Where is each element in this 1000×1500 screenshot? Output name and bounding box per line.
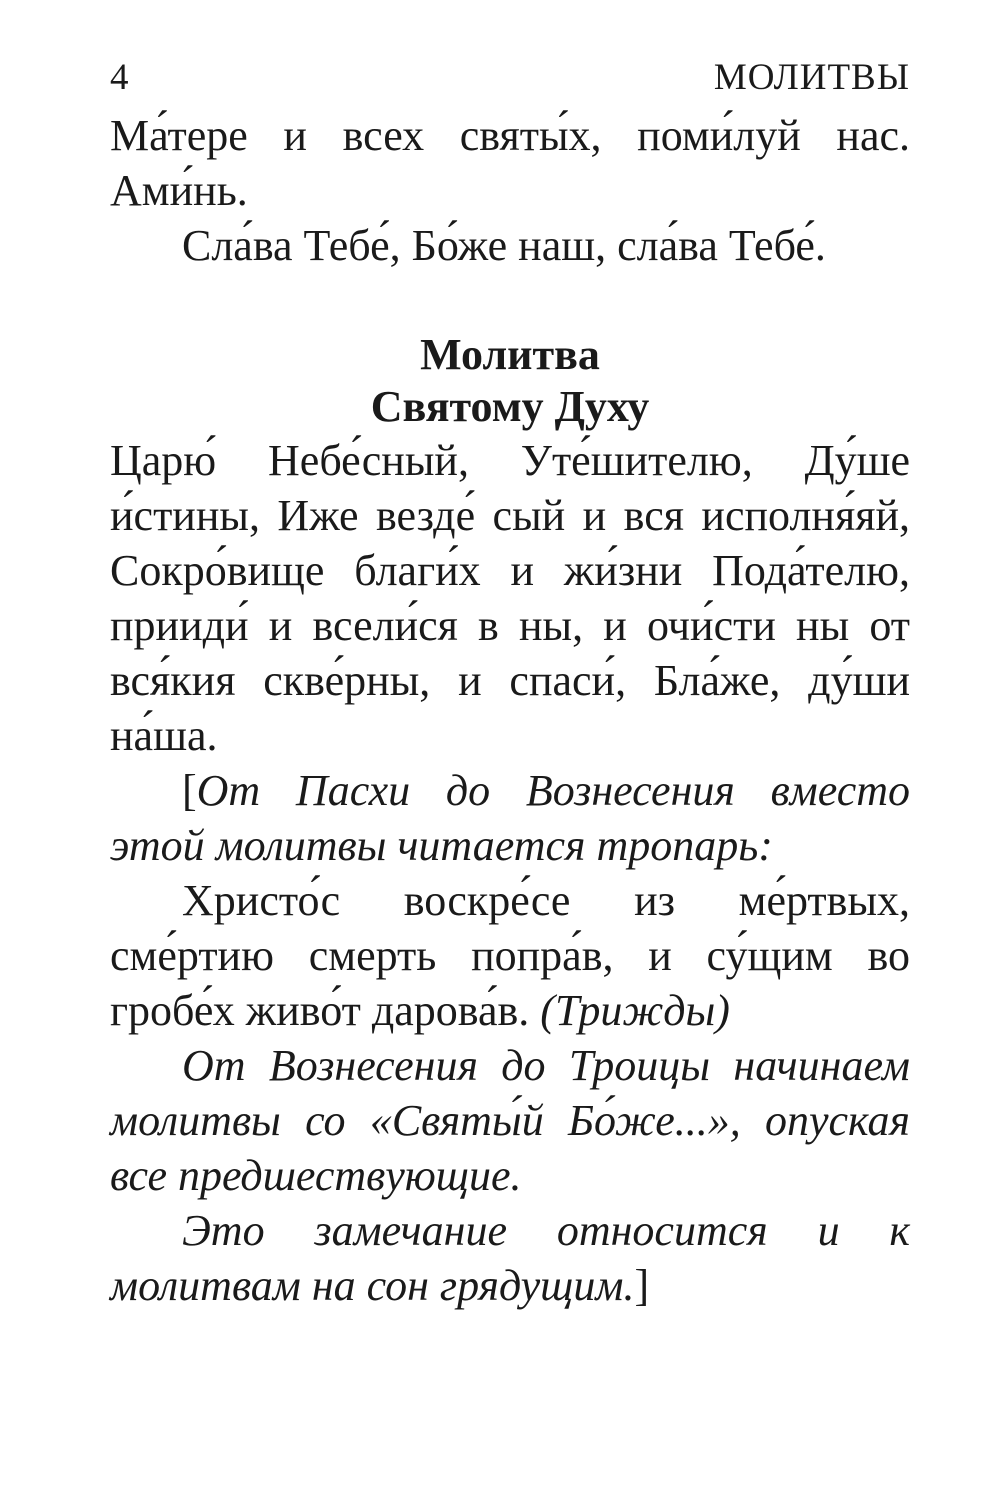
prayer-heading [110,329,910,433]
page-number: 4 [110,57,129,98]
prayer-text: Царю́ Небе́сный, Уте́шителю, Ду́ше и́стины, Иже везде́ сый и вся исполня́яй, Сокро́вище благи́х и жи́зни Пода́телю, прииди́ и всели́ся в ны, и очи́сти ны от вся́кия скве́рны, и спаси́, Бла́же, ду́ши на́ша. [110,436,910,760]
continuation-paragraph: Ма́тере и всех святы́х, поми́луй нас. Ами́нь. [110,111,910,215]
prayer-heading-line-1: Молитва [420,330,600,379]
ascension-note: От Вознесения до Троицы начинаем молитвы со «Святы́й Бо́же...», опуская все предшествующие. [110,1041,910,1200]
easter-note [110,763,910,873]
doxology-paragraph: Сла́ва Тебе́, Бо́же наш, сла́ва Тебе́. [182,221,826,270]
troparion-text: Христо́с воскре́се из ме́ртвых, сме́ртию смерть попра́в, и су́щим во гробе́х живо́т дарова́в. [110,876,910,1035]
book-page [110,52,910,1313]
bracket-open: [ [182,766,197,815]
easter-note-text: От Пасхи до Вознесения вместо этой молитвы читается тропарь: [110,766,910,870]
running-title: МОЛИТВЫ [713,57,910,98]
remark-note [110,1203,910,1313]
prayer-heading-line-2: Святому Духу [370,382,650,431]
running-head [110,52,910,108]
troparion-rubric: (Трижды) [540,986,730,1035]
bracket-close: ] [634,1261,650,1310]
remark-note-text: Это замечание относится и к молитвам на сон грядущим. [110,1206,910,1310]
troparion-paragraph [110,873,910,1038]
